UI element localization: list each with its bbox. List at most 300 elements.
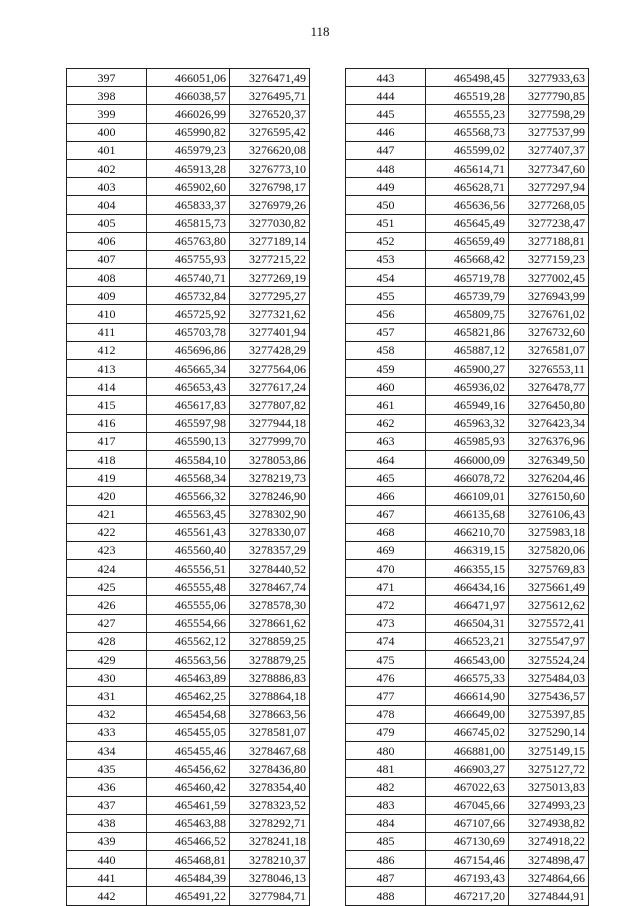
point-number-cell: 428 (67, 632, 147, 650)
coordinates-table-right (345, 68, 589, 906)
x-coordinate-cell: 465468,81 (147, 851, 230, 869)
x-coordinate-cell: 466575,33 (426, 669, 509, 687)
point-number-cell: 439 (67, 832, 147, 850)
x-coordinate-cell: 465456,62 (147, 760, 230, 778)
point-number-cell: 462 (346, 414, 426, 432)
y-coordinate-cell: 3274864,66 (509, 869, 589, 887)
y-coordinate-cell: 3277297,94 (509, 178, 589, 196)
table-row (67, 196, 310, 214)
table-row (346, 796, 589, 814)
x-coordinate-cell: 465614,71 (426, 159, 509, 177)
point-number-cell: 443 (346, 69, 426, 87)
point-number-cell: 473 (346, 614, 426, 632)
table-row (67, 432, 310, 450)
x-coordinate-cell: 465555,23 (426, 105, 509, 123)
table-row (67, 414, 310, 432)
y-coordinate-cell: 3278436,80 (230, 760, 310, 778)
table-row (346, 305, 589, 323)
table-row (67, 323, 310, 341)
y-coordinate-cell: 3278241,18 (230, 832, 310, 850)
x-coordinate-cell: 466078,72 (426, 469, 509, 487)
x-coordinate-cell: 465902,60 (147, 178, 230, 196)
table-row (346, 287, 589, 305)
table-row (346, 523, 589, 541)
point-number-cell: 464 (346, 450, 426, 468)
x-coordinate-cell: 465460,42 (147, 778, 230, 796)
table-row (346, 414, 589, 432)
table-row (346, 360, 589, 378)
table-row (346, 505, 589, 523)
table-row (67, 869, 310, 887)
table-row (67, 796, 310, 814)
point-number-cell: 412 (67, 341, 147, 359)
point-number-cell: 438 (67, 814, 147, 832)
x-coordinate-cell: 467107,66 (426, 814, 509, 832)
table-row (67, 541, 310, 559)
x-coordinate-cell: 465562,12 (147, 632, 230, 650)
table-row (346, 851, 589, 869)
table-row (67, 214, 310, 232)
y-coordinate-cell: 3277268,05 (509, 196, 589, 214)
y-coordinate-cell: 3276761,02 (509, 305, 589, 323)
point-number-cell: 427 (67, 614, 147, 632)
table-row (346, 778, 589, 796)
y-coordinate-cell: 3275290,14 (509, 723, 589, 741)
x-coordinate-cell: 466000,09 (426, 450, 509, 468)
x-coordinate-cell: 465461,59 (147, 796, 230, 814)
point-number-cell: 425 (67, 578, 147, 596)
table-row (346, 123, 589, 141)
table-row (346, 487, 589, 505)
point-number-cell: 451 (346, 214, 426, 232)
point-number-cell: 440 (67, 851, 147, 869)
x-coordinate-cell: 465454,68 (147, 705, 230, 723)
x-coordinate-cell: 465628,71 (426, 178, 509, 196)
y-coordinate-cell: 3275524,24 (509, 651, 589, 669)
point-number-cell: 402 (67, 159, 147, 177)
table-row (67, 578, 310, 596)
point-number-cell: 426 (67, 596, 147, 614)
table-row (67, 287, 310, 305)
y-coordinate-cell: 3277407,37 (509, 141, 589, 159)
x-coordinate-cell: 465725,92 (147, 305, 230, 323)
x-coordinate-cell: 465696,86 (147, 341, 230, 359)
x-coordinate-cell: 466038,57 (147, 87, 230, 105)
table-row (67, 705, 310, 723)
table-row (67, 269, 310, 287)
y-coordinate-cell: 3275436,57 (509, 687, 589, 705)
y-coordinate-cell: 3274898,47 (509, 851, 589, 869)
x-coordinate-cell: 465568,34 (147, 469, 230, 487)
point-number-cell: 429 (67, 651, 147, 669)
y-coordinate-cell: 3278467,68 (230, 741, 310, 759)
table-row (346, 887, 589, 905)
y-coordinate-cell: 3278330,07 (230, 523, 310, 541)
point-number-cell: 449 (346, 178, 426, 196)
point-number-cell: 467 (346, 505, 426, 523)
x-coordinate-cell: 467193,43 (426, 869, 509, 887)
coordinates-table-left (66, 68, 310, 906)
y-coordinate-cell: 3275983,18 (509, 523, 589, 541)
point-number-cell: 434 (67, 741, 147, 759)
x-coordinate-cell: 465963,32 (426, 414, 509, 432)
x-coordinate-cell: 466614,90 (426, 687, 509, 705)
table-row (67, 378, 310, 396)
point-number-cell: 411 (67, 323, 147, 341)
y-coordinate-cell: 3276553,11 (509, 360, 589, 378)
x-coordinate-cell: 465913,28 (147, 159, 230, 177)
y-coordinate-cell: 3276620,08 (230, 141, 310, 159)
point-number-cell: 477 (346, 687, 426, 705)
x-coordinate-cell: 465556,51 (147, 560, 230, 578)
y-coordinate-cell: 3277269,19 (230, 269, 310, 287)
table-row (67, 487, 310, 505)
y-coordinate-cell: 3276943,99 (509, 287, 589, 305)
point-number-cell: 397 (67, 69, 147, 87)
point-number-cell: 399 (67, 105, 147, 123)
y-coordinate-cell: 3276979,26 (230, 196, 310, 214)
y-coordinate-cell: 3276376,96 (509, 432, 589, 450)
table-row (67, 687, 310, 705)
table-row (67, 178, 310, 196)
point-number-cell: 447 (346, 141, 426, 159)
x-coordinate-cell: 465740,71 (147, 269, 230, 287)
y-coordinate-cell: 3276581,07 (509, 341, 589, 359)
point-number-cell: 407 (67, 250, 147, 268)
x-coordinate-cell: 465462,25 (147, 687, 230, 705)
y-coordinate-cell: 3278046,13 (230, 869, 310, 887)
y-coordinate-cell: 3277215,22 (230, 250, 310, 268)
x-coordinate-cell: 465636,56 (426, 196, 509, 214)
x-coordinate-cell: 465719,78 (426, 269, 509, 287)
y-coordinate-cell: 3277617,24 (230, 378, 310, 396)
table-row (346, 432, 589, 450)
point-number-cell: 420 (67, 487, 147, 505)
point-number-cell: 457 (346, 323, 426, 341)
y-coordinate-cell: 3278292,71 (230, 814, 310, 832)
x-coordinate-cell: 466881,00 (426, 741, 509, 759)
point-number-cell: 415 (67, 396, 147, 414)
x-coordinate-cell: 466026,99 (147, 105, 230, 123)
x-coordinate-cell: 465979,23 (147, 141, 230, 159)
y-coordinate-cell: 3277295,27 (230, 287, 310, 305)
y-coordinate-cell: 3278661,62 (230, 614, 310, 632)
x-coordinate-cell: 466051,06 (147, 69, 230, 87)
y-coordinate-cell: 3275612,62 (509, 596, 589, 614)
point-number-cell: 437 (67, 796, 147, 814)
y-coordinate-cell: 3275397,85 (509, 705, 589, 723)
table-row (67, 669, 310, 687)
x-coordinate-cell: 466319,15 (426, 541, 509, 559)
y-coordinate-cell: 3275661,49 (509, 578, 589, 596)
x-coordinate-cell: 465560,40 (147, 541, 230, 559)
y-coordinate-cell: 3276204,46 (509, 469, 589, 487)
table-row (67, 87, 310, 105)
table-row (346, 560, 589, 578)
table-row (67, 560, 310, 578)
y-coordinate-cell: 3277030,82 (230, 214, 310, 232)
table-row (67, 851, 310, 869)
table-row (67, 651, 310, 669)
point-number-cell: 436 (67, 778, 147, 796)
y-coordinate-cell: 3277159,23 (509, 250, 589, 268)
y-coordinate-cell: 3276732,60 (509, 323, 589, 341)
y-coordinate-cell: 3275127,72 (509, 760, 589, 778)
x-coordinate-cell: 465519,28 (426, 87, 509, 105)
point-number-cell: 488 (346, 887, 426, 905)
y-coordinate-cell: 3276150,60 (509, 487, 589, 505)
x-coordinate-cell: 465645,49 (426, 214, 509, 232)
table-row (67, 396, 310, 414)
y-coordinate-cell: 3277188,81 (509, 232, 589, 250)
point-number-cell: 454 (346, 269, 426, 287)
y-coordinate-cell: 3275769,83 (509, 560, 589, 578)
point-number-cell: 468 (346, 523, 426, 541)
x-coordinate-cell: 465821,86 (426, 323, 509, 341)
point-number-cell: 419 (67, 469, 147, 487)
x-coordinate-cell: 465563,56 (147, 651, 230, 669)
table-row (67, 305, 310, 323)
y-coordinate-cell: 3278859,25 (230, 632, 310, 650)
y-coordinate-cell: 3275820,06 (509, 541, 589, 559)
y-coordinate-cell: 3274844,91 (509, 887, 589, 905)
y-coordinate-cell: 3278053,86 (230, 450, 310, 468)
x-coordinate-cell: 465887,12 (426, 341, 509, 359)
y-coordinate-cell: 3277944,18 (230, 414, 310, 432)
point-number-cell: 444 (346, 87, 426, 105)
point-number-cell: 459 (346, 360, 426, 378)
table-row (67, 632, 310, 650)
x-coordinate-cell: 466543,00 (426, 651, 509, 669)
point-number-cell: 455 (346, 287, 426, 305)
table-row (346, 705, 589, 723)
y-coordinate-cell: 3276773,10 (230, 159, 310, 177)
x-coordinate-cell: 465599,02 (426, 141, 509, 159)
y-coordinate-cell: 3277598,29 (509, 105, 589, 123)
table-row (346, 596, 589, 614)
point-number-cell: 456 (346, 305, 426, 323)
point-number-cell: 416 (67, 414, 147, 432)
y-coordinate-cell: 3277564,06 (230, 360, 310, 378)
table-row (346, 614, 589, 632)
y-coordinate-cell: 3278467,74 (230, 578, 310, 596)
table-row (346, 378, 589, 396)
y-coordinate-cell: 3278440,52 (230, 560, 310, 578)
y-coordinate-cell: 3276520,37 (230, 105, 310, 123)
table-row (67, 469, 310, 487)
table-row (67, 69, 310, 87)
table-row (67, 159, 310, 177)
x-coordinate-cell: 465900,27 (426, 360, 509, 378)
table-row (67, 832, 310, 850)
point-number-cell: 406 (67, 232, 147, 250)
point-number-cell: 408 (67, 269, 147, 287)
y-coordinate-cell: 3277807,82 (230, 396, 310, 414)
y-coordinate-cell: 3277347,60 (509, 159, 589, 177)
x-coordinate-cell: 465763,80 (147, 232, 230, 250)
y-coordinate-cell: 3277790,85 (509, 87, 589, 105)
table-row (346, 687, 589, 705)
y-coordinate-cell: 3275149,15 (509, 741, 589, 759)
y-coordinate-cell: 3278354,40 (230, 778, 310, 796)
table-row (346, 323, 589, 341)
point-number-cell: 452 (346, 232, 426, 250)
point-number-cell: 403 (67, 178, 147, 196)
y-coordinate-cell: 3274993,23 (509, 796, 589, 814)
y-coordinate-cell: 3275013,83 (509, 778, 589, 796)
table-row (346, 396, 589, 414)
x-coordinate-cell: 465949,16 (426, 396, 509, 414)
point-number-cell: 424 (67, 560, 147, 578)
x-coordinate-cell: 465936,02 (426, 378, 509, 396)
table-row (346, 869, 589, 887)
table-row (346, 669, 589, 687)
x-coordinate-cell: 465597,98 (147, 414, 230, 432)
point-number-cell: 414 (67, 378, 147, 396)
point-number-cell: 418 (67, 450, 147, 468)
x-coordinate-cell: 465815,73 (147, 214, 230, 232)
point-number-cell: 409 (67, 287, 147, 305)
point-number-cell: 405 (67, 214, 147, 232)
point-number-cell: 401 (67, 141, 147, 159)
table-row (67, 250, 310, 268)
point-number-cell: 433 (67, 723, 147, 741)
page-number: 118 (310, 24, 330, 39)
y-coordinate-cell: 3276478,77 (509, 378, 589, 396)
point-number-cell: 453 (346, 250, 426, 268)
y-coordinate-cell: 3278219,73 (230, 469, 310, 487)
x-coordinate-cell: 465653,43 (147, 378, 230, 396)
table-row (67, 887, 310, 905)
x-coordinate-cell: 465590,13 (147, 432, 230, 450)
point-number-cell: 445 (346, 105, 426, 123)
x-coordinate-cell: 465732,84 (147, 287, 230, 305)
table-row (346, 469, 589, 487)
x-coordinate-cell: 467217,20 (426, 887, 509, 905)
point-number-cell: 432 (67, 705, 147, 723)
point-number-cell: 404 (67, 196, 147, 214)
x-coordinate-cell: 466504,31 (426, 614, 509, 632)
point-number-cell: 461 (346, 396, 426, 414)
x-coordinate-cell: 465455,46 (147, 741, 230, 759)
x-coordinate-cell: 465985,93 (426, 432, 509, 450)
point-number-cell: 417 (67, 432, 147, 450)
table-row (346, 578, 589, 596)
y-coordinate-cell: 3274938,82 (509, 814, 589, 832)
point-number-cell: 398 (67, 87, 147, 105)
point-number-cell: 482 (346, 778, 426, 796)
x-coordinate-cell: 466434,16 (426, 578, 509, 596)
point-number-cell: 476 (346, 669, 426, 687)
point-number-cell: 465 (346, 469, 426, 487)
x-coordinate-cell: 465555,48 (147, 578, 230, 596)
table-row (67, 614, 310, 632)
x-coordinate-cell: 466523,21 (426, 632, 509, 650)
x-coordinate-cell: 465561,43 (147, 523, 230, 541)
point-number-cell: 484 (346, 814, 426, 832)
x-coordinate-cell: 465554,66 (147, 614, 230, 632)
y-coordinate-cell: 3277428,29 (230, 341, 310, 359)
point-number-cell: 485 (346, 832, 426, 850)
y-coordinate-cell: 3278246,90 (230, 487, 310, 505)
table-row (67, 341, 310, 359)
table-row (346, 341, 589, 359)
point-number-cell: 458 (346, 341, 426, 359)
point-number-cell: 431 (67, 687, 147, 705)
table-row (346, 450, 589, 468)
x-coordinate-cell: 466649,00 (426, 705, 509, 723)
table-row (346, 178, 589, 196)
x-coordinate-cell: 465566,32 (147, 487, 230, 505)
y-coordinate-cell: 3278879,25 (230, 651, 310, 669)
x-coordinate-cell: 467045,66 (426, 796, 509, 814)
x-coordinate-cell: 465659,49 (426, 232, 509, 250)
point-number-cell: 463 (346, 432, 426, 450)
x-coordinate-cell: 465455,05 (147, 723, 230, 741)
x-coordinate-cell: 467022,63 (426, 778, 509, 796)
x-coordinate-cell: 465668,42 (426, 250, 509, 268)
point-number-cell: 423 (67, 541, 147, 559)
x-coordinate-cell: 465466,52 (147, 832, 230, 850)
table-row (346, 651, 589, 669)
point-number-cell: 421 (67, 505, 147, 523)
point-number-cell: 469 (346, 541, 426, 559)
point-number-cell: 460 (346, 378, 426, 396)
point-number-cell: 471 (346, 578, 426, 596)
y-coordinate-cell: 3276471,49 (230, 69, 310, 87)
x-coordinate-cell: 465584,10 (147, 450, 230, 468)
table-row (346, 87, 589, 105)
x-coordinate-cell: 465568,73 (426, 123, 509, 141)
point-number-cell: 478 (346, 705, 426, 723)
y-coordinate-cell: 3278578,30 (230, 596, 310, 614)
y-coordinate-cell: 3274918,22 (509, 832, 589, 850)
y-coordinate-cell: 3278210,37 (230, 851, 310, 869)
y-coordinate-cell: 3276349,50 (509, 450, 589, 468)
x-coordinate-cell: 465563,45 (147, 505, 230, 523)
y-coordinate-cell: 3278323,52 (230, 796, 310, 814)
y-coordinate-cell: 3277238,47 (509, 214, 589, 232)
table-row (67, 105, 310, 123)
table-row (346, 196, 589, 214)
point-number-cell: 487 (346, 869, 426, 887)
x-coordinate-cell: 466109,01 (426, 487, 509, 505)
point-number-cell: 435 (67, 760, 147, 778)
table-row (67, 741, 310, 759)
x-coordinate-cell: 465491,22 (147, 887, 230, 905)
table-row (346, 741, 589, 759)
x-coordinate-cell: 465990,82 (147, 123, 230, 141)
y-coordinate-cell: 3278663,56 (230, 705, 310, 723)
y-coordinate-cell: 3278886,83 (230, 669, 310, 687)
x-coordinate-cell: 467130,69 (426, 832, 509, 850)
x-coordinate-cell: 466903,27 (426, 760, 509, 778)
x-coordinate-cell: 465463,88 (147, 814, 230, 832)
y-coordinate-cell: 3278302,90 (230, 505, 310, 523)
table-row (346, 69, 589, 87)
table-row (346, 141, 589, 159)
y-coordinate-cell: 3277933,63 (509, 69, 589, 87)
table-row (67, 523, 310, 541)
x-coordinate-cell: 465555,06 (147, 596, 230, 614)
point-number-cell: 466 (346, 487, 426, 505)
table-row (346, 760, 589, 778)
y-coordinate-cell: 3275547,97 (509, 632, 589, 650)
table-row (346, 159, 589, 177)
point-number-cell: 441 (67, 869, 147, 887)
y-coordinate-cell: 3277537,99 (509, 123, 589, 141)
table-row (67, 360, 310, 378)
